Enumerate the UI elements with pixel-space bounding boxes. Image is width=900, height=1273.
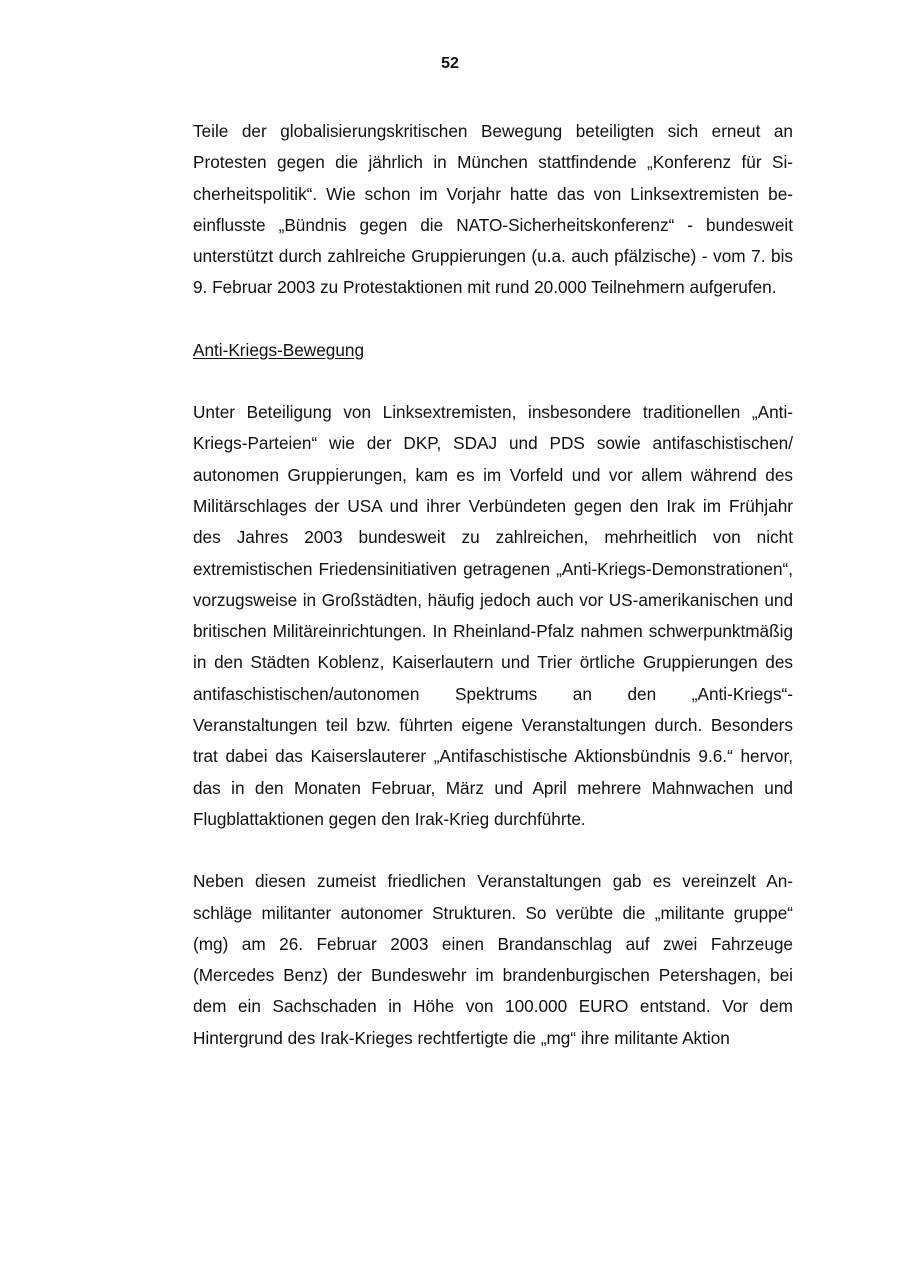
paragraph-anti-war-movement: Unter Beteiligung von Linksextremisten, insbesondere traditionellen „Anti-Kriegs-Parteien“ wie der DKP, SDAJ und PDS sowie antifaschistischen/ autonomen Gruppierungen, kam es im Vorfeld und vor allem während des Militärschlages der USA und ihrer Verbündeten gegen den Irak im Frühjahr des Jahres 2003 bundesweit zu zahlreichen, mehrheitlich von nicht extremistischen Friedensinitiativen getragenen „Anti-Kriegs-Demonstrationen“, vorzugsweise in Großstädten, häufig jedoch auch vor US-amerikanischen und britischen Militäreinrichtungen. In Rheinland-Pfalz nahmen schwerpunktmäßig in den Städten Koblenz, Kaiserlautern und Trier örtliche Gruppierungen des antifaschistischen/autonomen Spektrums an den „Anti-Kriegs“-Veranstaltungen teil bzw. führten eigene Veranstaltungen durch. Besonders trat dabei das Kaiserslauterer „Antifaschistische Aktionsbündnis 9.6.“ hervor, das in den Monaten Februar, März und April mehrere Mahnwachen und Flugblattaktionen gegen den Irak-Krieg durchführte. [193, 402, 793, 829]
page-number: 52 [441, 55, 459, 72]
paragraph-spacer [193, 835, 793, 866]
section-heading: Anti-Kriegs-Bewegung [193, 339, 365, 360]
paragraph-spacer [193, 366, 793, 397]
paragraph-globalization-protests: Teile der globalisierungskritischen Bewegung beteiligten sich erneut an Protesten gegen die jährlich in München stattfindende „Konferenz für Sicherheitspolitik“. Wie schon im Vorjahr hatte das von Linksextremisten beeinflusste „Bündnis gegen die NATO-Sicherheitskonferenz“ - bundesweit unterstützt durch zahlreiche Gruppierungen (u.a. auch pfälzische) - vom 7. bis 9. Februar 2003 zu Protestaktionen mit rund 20.000 Teilnehmern aufgerufen. [193, 121, 793, 298]
page-body [193, 116, 793, 1054]
paragraph-spacer [193, 304, 793, 335]
paragraph-militant-attacks: Neben diesen zumeist friedlichen Veranstaltungen gab es vereinzelt Anschläge militanter autonomer Strukturen. So verübte die „militante gruppe“ (mg) am 26. Februar 2003 einen Brandanschlag auf zwei Fahrzeuge (Mercedes Benz) der Bundeswehr im brandenburgischen Petershagen, bei dem ein Sachschaden in Höhe von 100.000 EURO entstand. Vor dem Hintergrund des Irak-Krieges rechtfertigte die „mg“ ihre militante Aktion [193, 871, 793, 1048]
